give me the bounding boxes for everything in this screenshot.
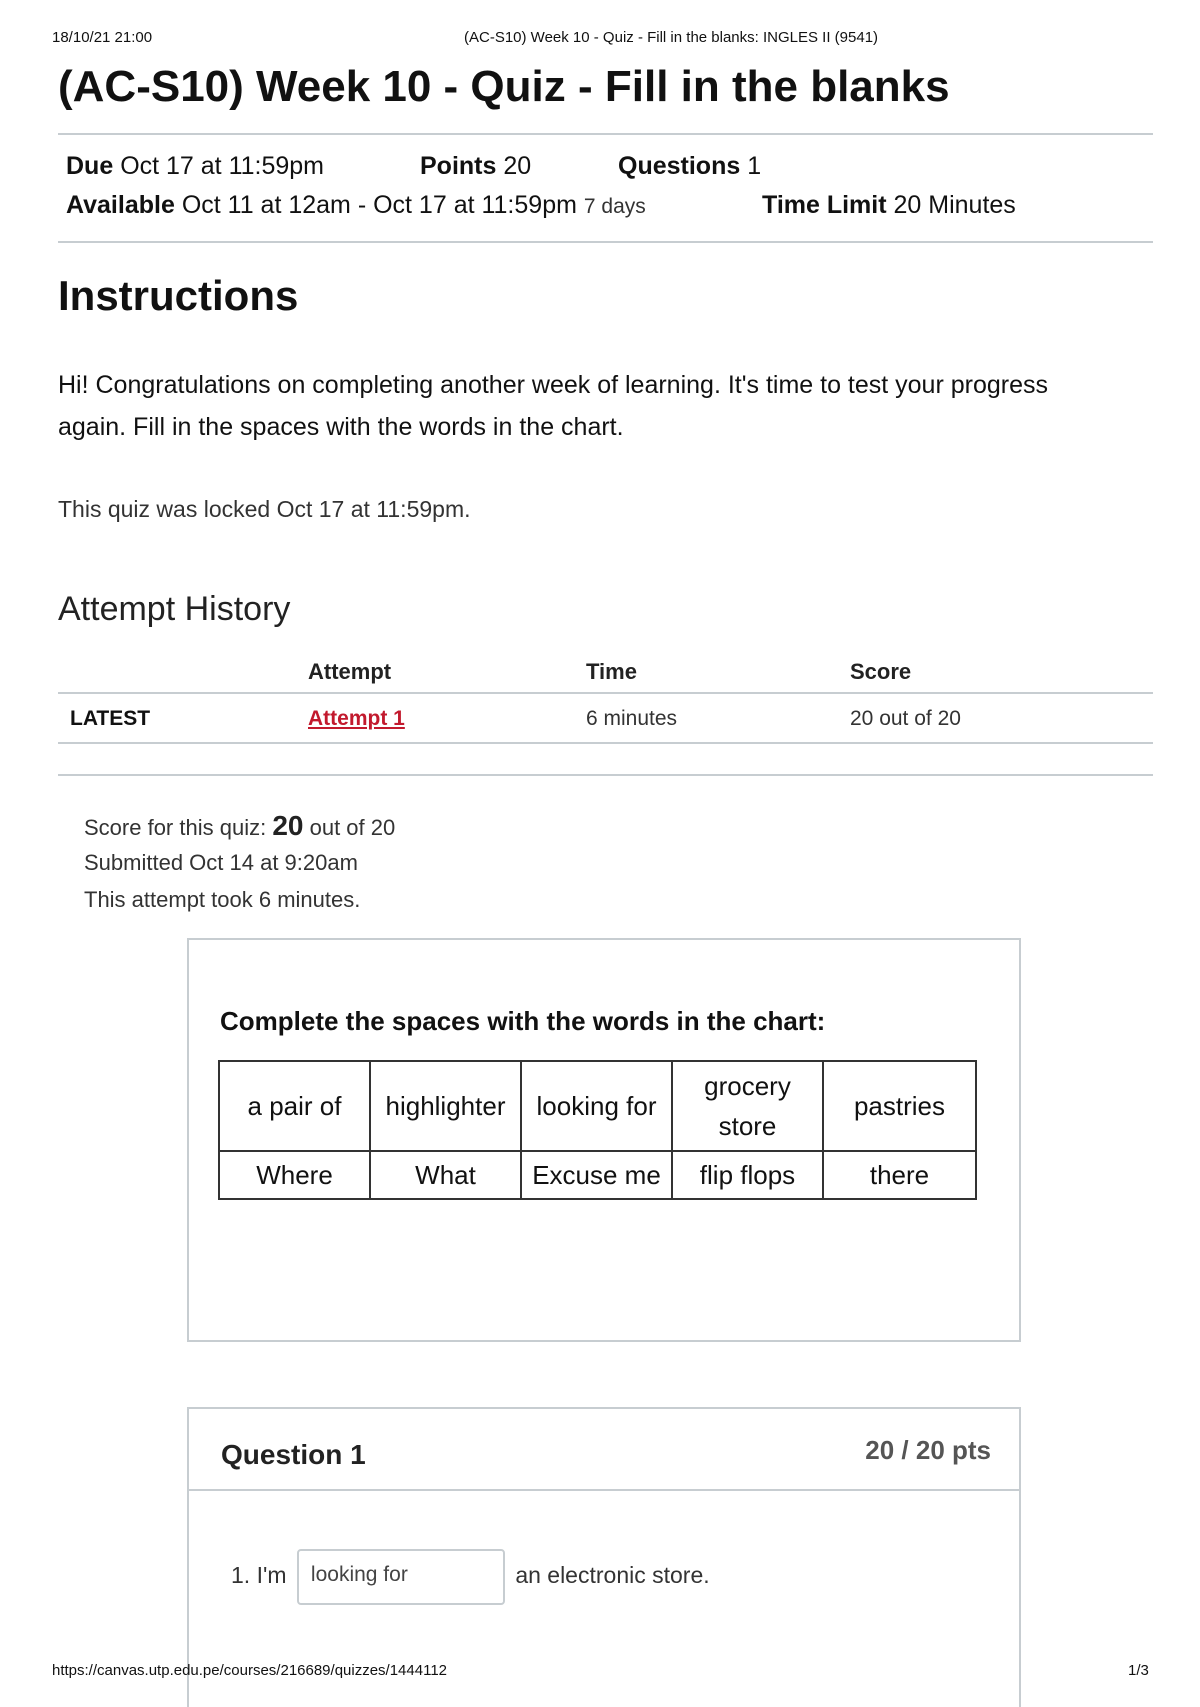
question-item [231,1549,710,1605]
available-label: Available [66,191,175,219]
attempt-time: 6 minutes [586,707,678,730]
questions-value: 1 [747,152,762,180]
table-row-divider [58,742,1153,744]
print-date: 18/10/21 21:00 [52,29,153,46]
print-doc-title: (AC-S10) Week 10 - Quiz - Fill in the blanks: INGLES II (9541) [464,29,879,46]
attempt-score: 20 out of 20 [850,707,961,730]
points-info [420,152,531,181]
divider [58,133,1153,135]
item-number: 1. [231,1562,251,1589]
print-page-number: 1/3 [1128,1662,1149,1679]
attempt-duration: This attempt took 6 minutes. [84,887,361,912]
available-days: 7 days [583,195,646,218]
instructions-heading: Instructions [58,272,299,319]
column-header-time: Time [586,659,637,684]
due-value: Oct 17 at 11:59pm [120,152,325,180]
divider [58,774,1153,776]
due-label: Due [66,152,114,180]
score-prefix: Score for this quiz: [84,815,267,840]
print-url: https://canvas.utp.edu.pe/courses/216689/quizzes/1444112 [52,1662,448,1679]
score-value: 20 [272,810,304,841]
instructions-text: Hi! Congratulations on completing another week of learning. It's time to test your progress again. Fill in the spaces with the words in the chart. [58,371,1049,441]
questions-info [618,152,761,181]
chart-row [219,1061,976,1151]
item-text-before: I'm [256,1562,287,1589]
answer-field[interactable]: looking for [297,1549,505,1605]
due-info [66,152,324,181]
chart-cell: What [370,1151,521,1199]
word-chart-table [218,1060,977,1200]
points-value: 20 [503,152,532,180]
points-label: Points [420,152,497,180]
chart-cell: flip flops [672,1151,823,1199]
available-value: Oct 11 at 12am - Oct 17 at 11:59pm [181,191,577,219]
table-header-divider [58,692,1153,694]
chart-prompt: Complete the spaces with the words in the chart: [220,1006,826,1036]
question-header [189,1409,1019,1491]
time-limit-info [762,191,1016,220]
latest-label: LATEST [70,707,151,730]
chart-cell: there [823,1151,976,1199]
chart-cell: looking for [521,1061,672,1151]
available-info [66,191,646,220]
question-title: Question 1 [221,1439,366,1470]
column-header-attempt: Attempt [308,659,392,684]
item-text-after: an electronic store. [515,1562,710,1589]
question-points: 20 / 20 pts [865,1435,991,1465]
time-limit-value: 20 Minutes [893,191,1016,219]
chart-cell: highlighter [370,1061,521,1151]
chart-cell: pastries [823,1061,976,1151]
quiz-score [84,810,395,842]
score-suffix: out of 20 [309,815,396,840]
column-header-score: Score [850,659,912,684]
time-limit-label: Time Limit [762,191,887,219]
chart-cell: Where [219,1151,370,1199]
submitted-info: Submitted Oct 14 at 9:20am [84,850,358,875]
attempt-1-link[interactable]: Attempt 1 [308,707,405,730]
divider [58,241,1153,243]
questions-label: Questions [618,152,741,180]
page-title: (AC-S10) Week 10 - Quiz - Fill in the blanks [58,62,950,111]
chart-cell: grocery store [672,1061,823,1151]
chart-row [219,1151,976,1199]
chart-cell: Excuse me [521,1151,672,1199]
chart-cell: a pair of [219,1061,370,1151]
attempt-history-heading: Attempt History [58,590,291,628]
locked-notice: This quiz was locked Oct 17 at 11:59pm. [58,496,471,522]
